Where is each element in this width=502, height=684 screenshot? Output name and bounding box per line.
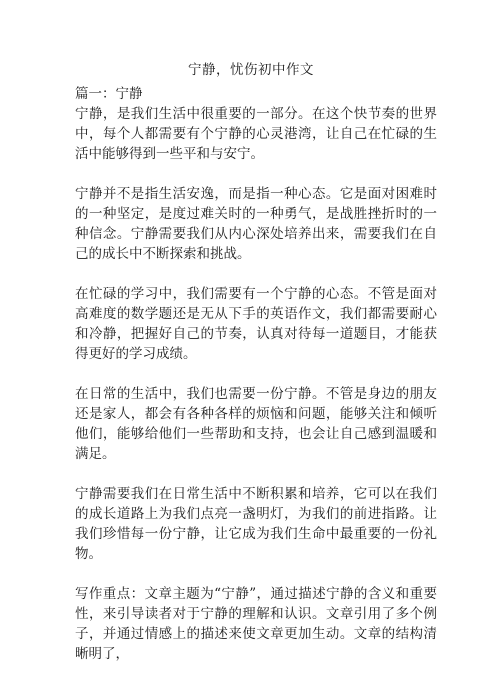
paragraph-5: 宁静需要我们在日常生活中不断积累和培养，它可以在我们的成长道路上为我们点亮一盏明灯，为我们的前进指路。让我们珍惜每一份宁静，让它成为我们生命中最重要的一份礼物。 <box>75 486 437 562</box>
paragraph-1: 宁静，是我们生活中很重要的一部分。在这个快节奏的世界中，每个人都需要有个宁静的心灵港湾，让自己在忙碌的生活中能够得到一些平和与安宁。 <box>75 106 437 162</box>
document-body <box>75 84 437 684</box>
section-heading: 篇一：宁静 <box>75 86 143 102</box>
paragraph-3: 在忙碌的学习中，我们需要有一个宁静的心态。不管是面对高难度的数学题还是无从下手的英语作文，我们都需要耐心和冷静，把握好自己的节奏，认真对待每一道题目，才能获得更好的学习成绩。 <box>75 286 437 362</box>
paragraph-4: 在日常的生活中，我们也需要一份宁静。不管是身边的朋友还是家人，都会有各种各样的烦恼和问题，能够关注和倾听他们，能够给他们一些帮助和支持，也会让自己感到温暖和满足。 <box>75 386 437 462</box>
paragraph-6: 写作重点：文章主题为“宁静”，通过描述宁静的含义和重要性，来引导读者对于宁静的理解和认识。文章引用了多个例子，并通过情感上的描述来使文章更加生动。文章的结构清晰明了， <box>75 586 437 662</box>
document-title: 宁静，忧伤初中作文 <box>188 62 314 78</box>
paragraph-2: 宁静并不是指生活安逸，而是指一种心态。它是面对困难时的一种坚定，是度过难关时的一种勇气，是战胜挫折时的一种信念。宁静需要我们从内心深处培养出来，需要我们在自己的成长中不断探索和挑战。 <box>75 186 437 262</box>
